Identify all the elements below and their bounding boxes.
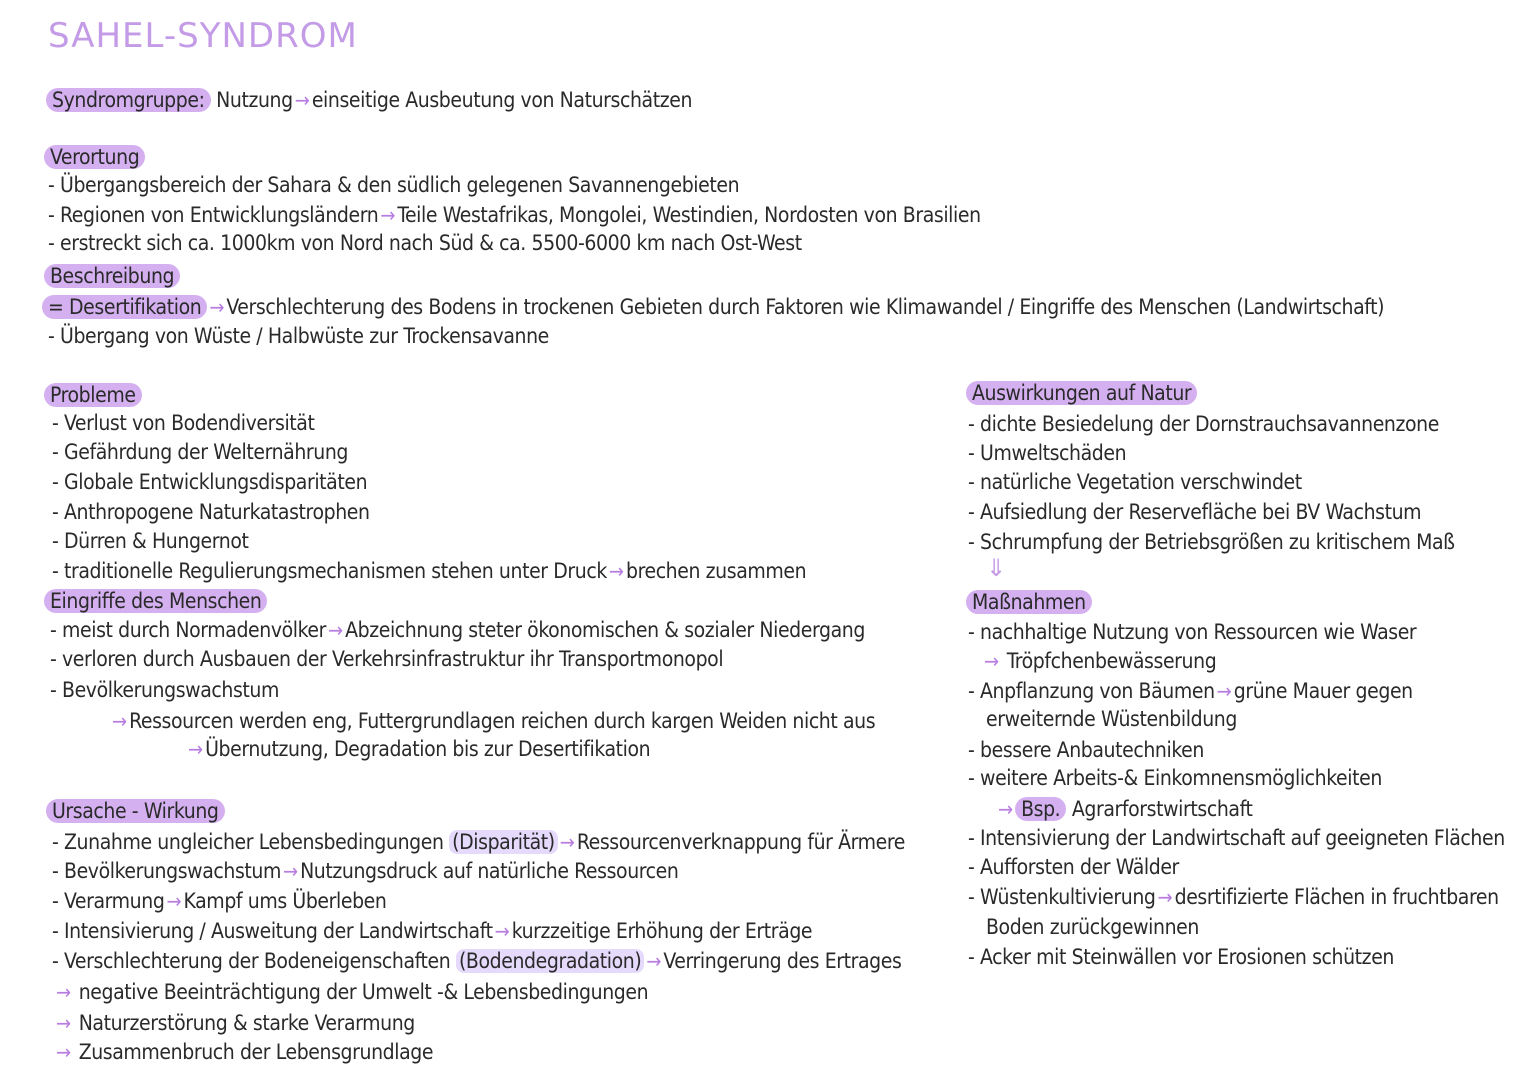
arrow-icon: → — [646, 949, 662, 973]
ursache-line-2: - Bevölkerungswachstum →Nutzungsdruck auf natürliche Ressourcen — [52, 859, 679, 883]
list-item: - traditionelle Regulierungsmechanismen stehen unter Druck →brechen zusammen — [52, 559, 807, 583]
ursache-line-6: → negative Beeinträchtigung der Umwelt -& Lebensbedingungen — [56, 980, 649, 1004]
probleme-heading: Probleme — [50, 381, 142, 409]
list-item: - dichte Besiedelung der Dornstrauchsavannenzone — [968, 412, 1439, 436]
arrow-icon: → — [56, 1011, 72, 1035]
ursache-line-7: → Naturzerstörung & starke Verarmung — [56, 1011, 415, 1035]
list-item: - Verlust von Bodendiversität — [52, 411, 315, 435]
arrow-icon: → — [112, 709, 128, 733]
verortung-line-2: - Regionen von Entwicklungsländern →Teile Westafrikas, Mongolei, Westindien, Nordosten von Brasilien — [48, 203, 981, 227]
arrow-icon: → — [209, 295, 225, 319]
arrow-icon: → — [328, 618, 344, 642]
list-item: - Anthropogene Naturkatastrophen — [52, 500, 370, 524]
list-item: - natürliche Vegetation verschwindet — [968, 470, 1302, 494]
ursache-heading: Ursache - Wirkung — [52, 797, 225, 825]
verortung-heading: Verortung — [50, 143, 145, 171]
syndromgruppe-line — [52, 86, 692, 114]
eingriffe-line-3: - Bevölkerungswachstum — [50, 678, 279, 702]
bodendegradation-highlight: (Bodendegradation) — [456, 949, 644, 973]
verortung-line-1: - Übergangsbereich der Sahara & den südlich gelegenen Savannengebieten — [48, 173, 740, 197]
bsp-highlight: Bsp. — [1015, 797, 1066, 821]
ursache-line-8: → Zusammenbruch der Lebensgrundlage — [56, 1040, 434, 1064]
arrow-icon: → — [56, 980, 72, 1004]
list-item: - Umweltschäden — [968, 441, 1127, 465]
massnahmen-line-11: Boden zurückgewinnen — [986, 915, 1199, 939]
massnahmen-line-1: - nachhaltige Nutzung von Ressourcen wie Waser — [968, 620, 1417, 644]
page-title: SAHEL-SYNDROM — [48, 16, 358, 56]
disparitaet-highlight: (Disparität) — [449, 830, 558, 854]
arrow-icon: → — [380, 203, 396, 227]
arrow-icon: → — [283, 859, 299, 883]
eingriffe-line-4: →Ressourcen werden eng, Futtergrundlagen reichen durch kargen Weiden nicht aus — [112, 709, 876, 733]
verortung-line-3: - erstreckt sich ca. 1000km von Nord nach Süd & ca. 5500-6000 km nach Ost-West — [48, 231, 802, 255]
ursache-line-5: - Verschlechterung der Bodeneigenschaften (Bodendegradation) →Verringerung des Ertrages — [52, 949, 902, 973]
list-item: - Dürren & Hungernot — [52, 529, 249, 553]
arrow-icon: → — [998, 797, 1014, 821]
arrow-icon: → — [294, 88, 310, 112]
eingriffe-line-1: - meist durch Normadenvölker →Abzeichnung steter ökonomischen & sozialer Niedergang — [50, 618, 865, 642]
massnahmen-line-2: → Tröpfchenbewässerung — [984, 649, 1217, 673]
syndromgruppe-label: Syndromgruppe: — [46, 88, 211, 112]
list-item: - Globale Entwicklungsdisparitäten — [52, 470, 368, 494]
massnahmen-line-5: - bessere Anbautechniken — [968, 738, 1204, 762]
beschreibung-line-2: - Übergang von Wüste / Halbwüste zur Trockensavanne — [48, 324, 549, 348]
massnahmen-line-9: - Aufforsten der Wälder — [968, 855, 1179, 879]
list-item: - Aufsiedlung der Reservefläche bei BV Wachstum — [968, 500, 1422, 524]
arrow-icon: → — [608, 559, 624, 583]
arrow-icon: → — [166, 889, 182, 913]
arrow-icon: → — [188, 737, 204, 761]
massnahmen-line-3: - Anpflanzung von Bäumen →grüne Mauer gegen — [968, 679, 1413, 703]
beschreibung-line-1: = Desertifikation →Verschlechterung des Bodens in trockenen Gebieten durch Faktoren wie Klimawandel / Eingriffe des Menschen (Landwirtschaft) — [48, 293, 1384, 321]
ursache-line-4: - Intensivierung / Ausweitung der Landwirtschaft →kurzzeitige Erhöhung der Erträge — [52, 919, 813, 943]
arrow-icon: → — [56, 1040, 72, 1064]
arrow-icon: → — [559, 830, 575, 854]
eingriffe-heading: Eingriffe des Menschen — [50, 587, 267, 615]
auswirkungen-heading: Auswirkungen auf Natur — [972, 379, 1197, 407]
arrow-icon: → — [494, 919, 510, 943]
arrow-icon: → — [984, 649, 1000, 673]
eingriffe-line-5: →Übernutzung, Degradation bis zur Desertifikation — [188, 737, 651, 761]
syndromgruppe-text2: einseitige Ausbeutung von Naturschätzen — [311, 88, 693, 112]
massnahmen-line-4: erweiternde Wüstenbildung — [986, 707, 1237, 731]
ursache-line-3: - Verarmung →Kampf ums Überleben — [52, 889, 387, 913]
list-item: - Schrumpfung der Betriebsgrößen zu kritischem Maß — [968, 530, 1455, 554]
beschreibung-heading: Beschreibung — [50, 262, 180, 290]
down-arrow-icon: ⇓ — [986, 554, 1007, 582]
massnahmen-line-6: - weitere Arbeits-& Einkomnensmöglichkeiten — [968, 766, 1382, 790]
massnahmen-line-7: → Bsp. Agrarforstwirtschaft — [998, 797, 1253, 821]
massnahmen-line-10: - Wüstenkultivierung →desrtifizierte Flächen in fruchtbaren — [968, 885, 1499, 909]
massnahmen-heading: Maßnahmen — [972, 588, 1092, 616]
massnahmen-line-12: - Acker mit Steinwällen vor Erosionen schützen — [968, 945, 1395, 969]
list-item: - Gefährdung der Welternährung — [52, 440, 349, 464]
massnahmen-line-8: - Intensivierung der Landwirtschaft auf geeigneten Flächen — [968, 826, 1505, 850]
desertifikation-highlight: = Desertifikation — [42, 295, 207, 319]
ursache-line-1: - Zunahme ungleicher Lebensbedingungen (Disparität) →Ressourcenverknappung für Ärmere — [52, 830, 905, 854]
arrow-icon: → — [1216, 679, 1232, 703]
eingriffe-line-2: - verloren durch Ausbauen der Verkehrsinfrastruktur ihr Transportmonopol — [50, 647, 724, 671]
syndromgruppe-text1: Nutzung — [216, 88, 293, 112]
arrow-icon: → — [1157, 885, 1173, 909]
